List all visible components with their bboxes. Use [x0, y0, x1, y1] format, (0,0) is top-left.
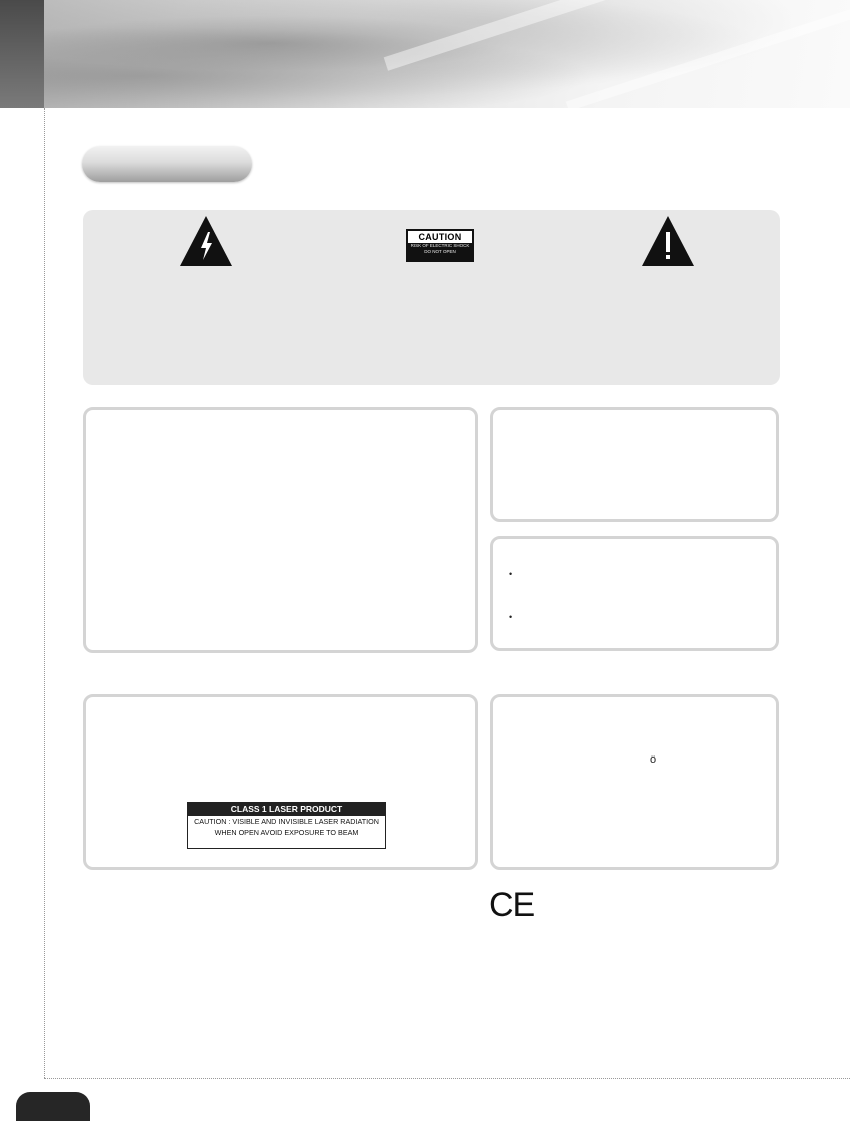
caution-label-line2: DO NOT OPEN	[424, 249, 456, 254]
page-margin-line	[44, 108, 45, 1078]
info-box-right-bottom	[490, 694, 779, 870]
caution-label-title: CAUTION	[408, 231, 472, 243]
laser-label-line2: WHEN OPEN AVOID EXPOSURE TO BEAM	[214, 828, 359, 837]
laser-label-line1: CAUTION : VISIBLE AND INVISIBLE LASER RADIATION	[194, 817, 379, 826]
info-box-right-middle	[490, 536, 779, 651]
page-number-tab	[16, 1092, 90, 1121]
umlaut-character: ö	[650, 754, 657, 766]
ce-mark-logo: CE	[489, 886, 535, 924]
info-box-left-top	[83, 407, 478, 653]
caution-label	[406, 229, 474, 262]
section-title-pill	[82, 146, 252, 182]
header-banner	[0, 0, 850, 108]
bullet-marker: •	[509, 569, 513, 579]
header-side-tab	[0, 0, 44, 108]
laser-product-label	[187, 802, 386, 849]
page-footer-line	[44, 1078, 850, 1079]
bullet-marker: •	[509, 612, 513, 622]
caution-label-line1: RISK OF ELECTRIC SHOCK	[410, 243, 470, 248]
info-box-right-top	[490, 407, 779, 522]
laser-label-title: CLASS 1 LASER PRODUCT	[188, 803, 385, 816]
exclamation-warning-icon	[641, 215, 695, 267]
lightning-warning-icon	[179, 215, 233, 267]
